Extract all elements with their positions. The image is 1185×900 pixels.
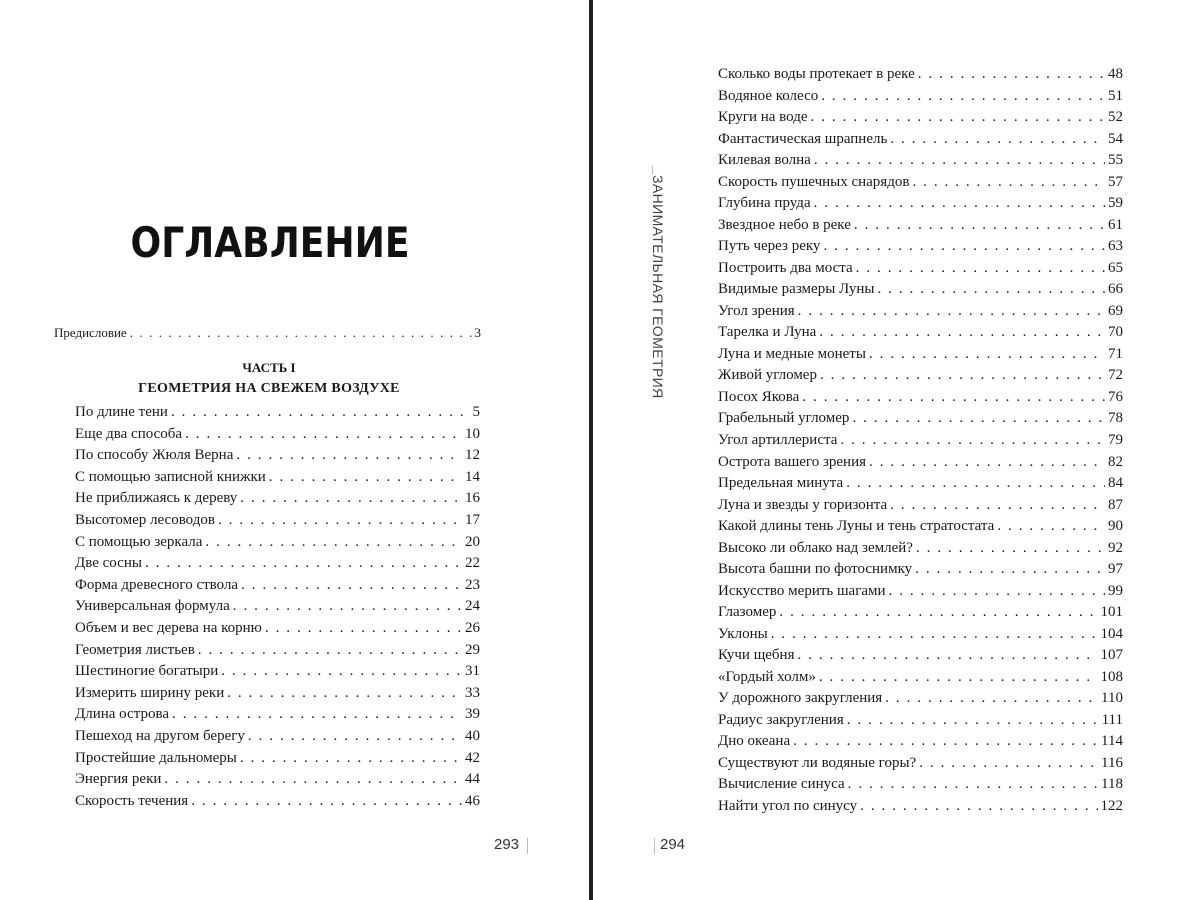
toc-entry[interactable] [718, 257, 1123, 279]
toc-entry-page: 108 [1100, 668, 1123, 685]
toc-entry[interactable] [718, 106, 1123, 128]
dot-leader [241, 574, 462, 596]
dot-leader [185, 423, 462, 445]
running-head-rule [652, 166, 653, 174]
toc-entry-title: Уклоны [718, 625, 768, 642]
toc-entry-title: Высоко ли облако над землей? [718, 539, 913, 556]
toc-entry-title: Измерить ширину реки [75, 684, 225, 701]
toc-entry[interactable] [718, 149, 1123, 171]
dot-leader [198, 639, 462, 661]
toc-entry-page: 90 [1108, 518, 1123, 535]
toc-entry-page: 20 [465, 533, 480, 550]
dot-leader [918, 63, 1105, 85]
toc-entry[interactable] [75, 487, 480, 509]
toc-entry-title: Предельная минута [718, 475, 844, 492]
dot-leader [915, 558, 1105, 580]
toc-entry[interactable] [718, 343, 1123, 365]
toc-entry-page: 122 [1100, 798, 1123, 815]
toc-entry[interactable] [718, 300, 1123, 322]
toc-entry[interactable] [718, 666, 1123, 688]
toc-entry-page: 84 [1108, 475, 1123, 492]
toc-entry-title: Искусство мерить шагами [718, 582, 886, 599]
toc-entry[interactable] [718, 63, 1123, 85]
dot-leader [205, 531, 462, 553]
toc-entry[interactable] [75, 509, 480, 531]
toc-entry-title: Найти угол по синусу [718, 798, 858, 815]
part-title: ГЕОМЕТРИЯ НА СВЕЖЕМ ВОЗДУХЕ [138, 381, 400, 396]
toc-entry-title: Тарелка и Луна [718, 324, 817, 341]
toc-entry-title: Водяное колесо [718, 87, 819, 104]
dot-leader [840, 429, 1105, 451]
dot-leader [798, 300, 1105, 322]
toc-entry-page: 54 [1108, 130, 1123, 147]
dot-leader [846, 472, 1105, 494]
toc-entry[interactable] [718, 407, 1123, 429]
dot-leader [819, 666, 1098, 688]
toc-entry-page: 22 [465, 555, 480, 572]
dot-leader [240, 747, 462, 769]
toc-entry[interactable] [75, 574, 480, 596]
dot-leader [814, 192, 1105, 214]
toc-entry-title: Скорость течения [75, 792, 189, 809]
toc-preface[interactable] [54, 322, 481, 344]
toc-entry[interactable] [718, 515, 1123, 537]
toc-entry-title: Круги на воде [718, 109, 808, 126]
toc-entry[interactable] [718, 451, 1123, 473]
running-head: ЗАНИМАТЕЛЬНАЯ ГЕОМЕТРИЯ [650, 175, 666, 399]
toc-entry-page: 116 [1101, 754, 1123, 771]
toc-entry-page: 72 [1108, 367, 1123, 384]
toc-entry[interactable] [718, 364, 1123, 386]
toc-entry-page: 66 [1108, 281, 1123, 298]
toc-entry-page: 71 [1108, 345, 1123, 362]
toc-entry-title: Кучи щебня [718, 647, 795, 664]
toc-entry[interactable] [718, 601, 1123, 623]
page-number: 294 [660, 836, 686, 853]
dot-leader [240, 487, 462, 509]
dot-leader [852, 407, 1105, 429]
toc-entry-page: 17 [465, 512, 480, 528]
toc-entry[interactable] [718, 386, 1123, 408]
toc-entry-title: Угол зрения [718, 302, 795, 319]
toc-entry-title: Вычисление синуса [718, 776, 845, 793]
toc-entry-page: 12 [465, 447, 480, 464]
toc-entry-title: Какой длины тень Луны и тень стратостата [718, 518, 995, 535]
dot-leader [890, 128, 1105, 150]
book-spine [589, 0, 593, 900]
dot-leader [997, 515, 1105, 537]
toc-entry-page: 16 [465, 490, 480, 507]
dot-leader [847, 709, 1099, 731]
toc-entry[interactable] [718, 321, 1123, 343]
dot-leader [265, 617, 462, 639]
toc-entry[interactable] [718, 235, 1123, 257]
dot-leader [227, 682, 462, 704]
toc-entry-title: Живой угломер [718, 367, 817, 384]
toc-entry-title: Геометрия листьев [75, 641, 195, 658]
toc-entry[interactable] [718, 773, 1123, 795]
toc-entry-page: 40 [465, 728, 480, 744]
toc-entry-page: 33 [465, 684, 480, 701]
toc-entry[interactable] [75, 531, 480, 553]
dot-leader [233, 595, 462, 617]
dot-leader [912, 171, 1105, 193]
toc-entry-page: 87 [1108, 496, 1123, 513]
toc-entry-page: 63 [1108, 238, 1123, 255]
toc-entry-title: Энергия реки [75, 771, 162, 788]
toc-entry-page: 99 [1108, 582, 1123, 599]
toc-entry-title: «Гордый холм» [718, 668, 816, 685]
toc-entry-page: 70 [1108, 324, 1123, 341]
toc-entry-title: Фантастическая шрапнель [718, 130, 888, 147]
toc-entry[interactable] [718, 85, 1123, 107]
toc-entry-title: Длина острова [75, 706, 169, 723]
dot-leader [885, 687, 1098, 709]
left-page [0, 0, 589, 900]
dot-leader [823, 235, 1105, 257]
toc-entry-page: 114 [1101, 733, 1123, 750]
page-number: 293 [494, 836, 520, 853]
part-label: ЧАСТЬ I [242, 360, 296, 375]
toc-entry-page: 10 [465, 425, 480, 442]
toc-entry[interactable] [75, 639, 480, 661]
folio-rule [654, 838, 655, 854]
toc-entry-title: Скорость пушечных снарядов [718, 173, 910, 190]
toc-entry-title: Сколько воды протекает в реке [718, 66, 915, 82]
toc-entry-page: 48 [1108, 66, 1123, 82]
toc-entry-page: 55 [1108, 152, 1123, 169]
toc-entry[interactable] [718, 644, 1123, 666]
dot-leader [860, 795, 1097, 817]
toc-entry-page: 107 [1100, 647, 1123, 664]
dot-leader [771, 623, 1098, 645]
toc-entry-title: Пешеход на другом берегу [75, 728, 245, 744]
toc-entry[interactable] [75, 595, 480, 617]
toc-entry[interactable] [718, 192, 1123, 214]
dot-leader [218, 509, 462, 531]
toc-entry[interactable] [718, 730, 1123, 752]
toc-entry[interactable] [75, 768, 480, 790]
toc-entry-title: Посох Якова [718, 388, 800, 405]
toc-entry-title: С помощью записной книжки [75, 468, 266, 485]
toc-entry[interactable] [75, 552, 480, 574]
dot-leader [819, 321, 1105, 343]
toc-entry-title: Предисловие [54, 325, 127, 340]
toc-entry[interactable] [75, 682, 480, 704]
toc-entry-page: 44 [465, 771, 480, 788]
toc-entry-page: 42 [465, 749, 480, 766]
dot-leader [869, 451, 1105, 473]
dot-leader [248, 725, 462, 747]
dot-leader [821, 85, 1105, 107]
toc-entry-title: Существуют ли водяные горы? [718, 754, 917, 771]
toc-entry[interactable] [75, 401, 480, 423]
dot-leader [890, 494, 1105, 516]
dot-leader [130, 322, 472, 344]
toc-entry-title: Шестиногие богатыри [75, 663, 219, 680]
toc-entry-title: Грабельный угломер [718, 410, 850, 427]
toc-entry-title: Путь через реку [718, 238, 821, 255]
toc-entry-page: 29 [465, 641, 480, 658]
toc-entry-title: Не приближаясь к дереву [75, 490, 238, 507]
toc-entry-title: Объем и вес дерева на корню [75, 620, 262, 636]
toc-entry-title: Видимые размеры Луны [718, 281, 875, 298]
dot-leader [171, 401, 470, 423]
toc-entry-title: Килевая волна [718, 152, 811, 169]
toc-entry-title: Глазомер [718, 604, 777, 621]
toc-entry-title: Глубина пруда [718, 195, 811, 212]
dot-leader [848, 773, 1098, 795]
toc-entry-page: 39 [465, 706, 480, 723]
toc-entry[interactable] [718, 623, 1123, 645]
toc-entry-page: 52 [1108, 109, 1123, 126]
dot-leader [916, 537, 1105, 559]
toc-entry[interactable] [718, 494, 1123, 516]
toc-entry-title: По длине тени [75, 404, 168, 420]
toc-entry[interactable] [718, 580, 1123, 602]
dot-leader [779, 601, 1097, 623]
toc-entry[interactable] [75, 660, 480, 682]
dot-leader [269, 466, 462, 488]
toc-entry[interactable] [718, 128, 1123, 150]
toc-entry[interactable] [718, 171, 1123, 193]
toc-entry-page: 46 [465, 792, 480, 809]
toc-entry-title: С помощью зеркала [75, 533, 203, 550]
toc-entry-page: 82 [1108, 453, 1123, 470]
toc-entry-title: Угол артиллериста [718, 432, 838, 448]
toc-entry-page: 111 [1101, 711, 1123, 728]
dot-leader [919, 752, 1098, 774]
toc-entry[interactable] [75, 444, 480, 466]
dot-leader [797, 644, 1097, 666]
dot-leader [164, 768, 462, 790]
toc-entry-page: 26 [465, 620, 480, 636]
toc-entry-page: 5 [472, 404, 480, 420]
folio-rule [527, 838, 528, 854]
toc-entry-page: 31 [465, 663, 480, 680]
dot-leader [221, 660, 462, 682]
dot-leader [856, 257, 1105, 279]
toc-entry[interactable] [718, 214, 1123, 236]
dot-leader [854, 214, 1105, 236]
toc-entry-page: 79 [1108, 432, 1123, 448]
toc-entry-page: 118 [1101, 776, 1123, 793]
toc-entry[interactable] [75, 725, 480, 747]
toc-entry-page: 65 [1108, 259, 1123, 276]
toc-entry[interactable] [718, 537, 1123, 559]
toc-entry-title: Острота вашего зрения [718, 453, 866, 470]
toc-entry[interactable] [75, 747, 480, 769]
toc-entry-title: Высотомер лесоводов [75, 512, 215, 528]
toc-entry-title: Высота башни по фотоснимку [718, 561, 913, 578]
toc-entry-title: Еще два способа [75, 425, 183, 442]
dot-leader [793, 730, 1098, 752]
toc-entry[interactable] [75, 617, 480, 639]
toc-entry-page: 51 [1108, 87, 1123, 104]
toc-entry-page: 101 [1100, 604, 1123, 621]
dot-leader [191, 790, 462, 812]
toc-entry[interactable] [718, 472, 1123, 494]
dot-leader [869, 343, 1105, 365]
toc-entry-page: 110 [1101, 690, 1123, 707]
dot-leader [814, 149, 1105, 171]
toc-entry[interactable] [75, 466, 480, 488]
toc-entry-title: Построить два моста [718, 259, 853, 276]
toc-entry-page: 92 [1108, 539, 1123, 556]
toc-entry-title: Луна и медные монеты [718, 345, 866, 362]
toc-entry[interactable] [718, 709, 1123, 731]
toc-entry-title: Луна и звезды у горизонта [718, 496, 888, 513]
dot-leader [889, 580, 1105, 602]
toc-entry-title: Универсальная формула [75, 598, 230, 615]
toc-entry-page: 3 [474, 325, 481, 340]
toc-entry-page: 69 [1108, 302, 1123, 319]
toc-entry[interactable] [718, 687, 1123, 709]
toc-entry[interactable] [718, 558, 1123, 580]
dot-leader [145, 552, 462, 574]
toc-entry[interactable] [75, 423, 480, 445]
toc-entry[interactable] [718, 795, 1123, 817]
toc-entry-title: Радиус закругления [718, 711, 844, 728]
toc-entry[interactable] [718, 278, 1123, 300]
dot-leader [172, 703, 462, 725]
toc-entry[interactable] [718, 429, 1123, 451]
toc-entry[interactable] [75, 703, 480, 725]
toc-entry-title: Дно океана [718, 733, 791, 750]
toc-entry[interactable] [75, 790, 480, 812]
dot-leader [236, 444, 462, 466]
dot-leader [820, 364, 1105, 386]
toc-entry-page: 57 [1108, 173, 1123, 190]
toc-entry-page: 97 [1108, 561, 1123, 578]
toc-entry-page: 14 [465, 468, 480, 485]
toc-entry-page: 78 [1108, 410, 1123, 427]
toc-entry-title: Форма древесного ствола [75, 576, 239, 593]
toc-entry-page: 61 [1108, 216, 1123, 233]
dot-leader [802, 386, 1105, 408]
dot-leader [811, 106, 1105, 128]
toc-entry-title: Звездное небо в реке [718, 216, 851, 233]
dot-leader [877, 278, 1105, 300]
toc-entry-page: 104 [1100, 625, 1123, 642]
toc-entry[interactable] [718, 752, 1123, 774]
toc-entry-title: Простейшие дальномеры [75, 749, 237, 766]
toc-entry-title: Две сосны [75, 555, 142, 572]
toc-entry-page: 23 [465, 576, 480, 593]
toc-entry-title: По способу Жюля Верна [75, 447, 234, 464]
page-title: ОГЛАВЛЕНИЕ [130, 218, 410, 267]
toc-entry-page: 24 [465, 598, 480, 615]
toc-entry-page: 76 [1108, 388, 1123, 405]
toc-entry-page: 59 [1108, 195, 1123, 212]
toc-entry-title: У дорожного закругления [718, 690, 883, 707]
